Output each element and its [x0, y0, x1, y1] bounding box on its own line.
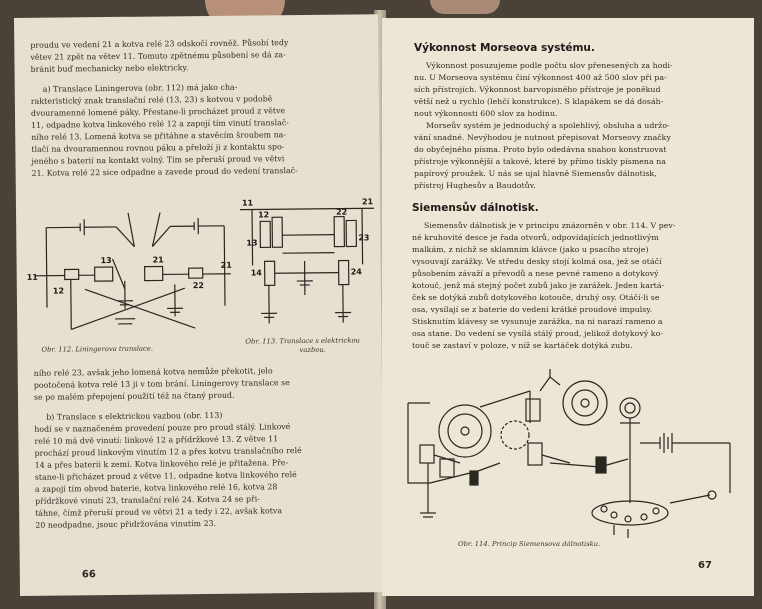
text-line: bránit buď mechanicky nebo elektricky. — [30, 63, 189, 74]
fig112-label-21b: 21 — [220, 260, 232, 270]
figure-113-translace-s-elektrickou-vazbou — [238, 194, 379, 335]
text-line: tlačí na dvouramennou rovnou páku a přeloží ji z kontaktu spo- — [31, 142, 285, 154]
text-line: touč se zastaví v poloze, v níž se kartáček dotýká zubu. — [412, 341, 633, 350]
text-line: 20 neodpadne, jsouc přidržována vinutím 23. — [35, 518, 217, 530]
fig112-label-12: 12 — [52, 286, 65, 296]
text-line: nout výkonnosti 600 slov za hodinu. — [414, 109, 558, 118]
text-line: jeného s baterií na kontakt volný. Tím se přeruší proud ve větvi — [31, 154, 285, 166]
text-line: 21. Kotva relé 22 sice odpadne a zavede proud do vedení translač- — [31, 166, 298, 178]
fig113-label-23: 23 — [358, 233, 370, 243]
text-line: hodí se v naznačeném provedení pouze pro proud stálý. Linkové — [34, 422, 291, 434]
finger-holding-page — [430, 0, 500, 14]
fig113-label-21: 21 — [361, 197, 374, 207]
fig112-label-11: 11 — [26, 272, 38, 282]
text-line: ního relé 23, avšak jeho lomená kotva nemůže překotit, jelo — [33, 366, 273, 378]
text-line: a zapojí tím obvod baterie, kotva linkového relé 16, kotva 28 — [34, 482, 278, 494]
text-line: větev 21 zpět na větev 11. Tomuto zpětnému působení se dá za- — [30, 50, 286, 62]
text-line: 11, odpadne kotva linkového relé 12 a zapojí tím vinutí translač- — [31, 118, 289, 130]
text-line: malkám, z nichž se sklamnim klávce (jako u psacího stroje) — [412, 245, 649, 254]
left-page — [14, 14, 384, 596]
figure-112-liningerova-translace — [24, 188, 236, 340]
right-page — [382, 18, 754, 596]
text-line: Stisknutím klávesy se vysunuje zarážka, na ni narazí rameno a — [412, 317, 663, 326]
text-line: se po malém přepojení použití též na čtaný proud. — [33, 390, 235, 402]
fig112-label-21: 21 — [152, 255, 164, 265]
text-line: kotouč, jenž má stejný počet zubů jako je zarážek. Jeden kartá- — [412, 281, 665, 290]
right-page-number: 67 — [698, 560, 712, 571]
fig113-label-13: 13 — [246, 238, 258, 248]
text-line: a) Translace Liningerova (obr. 112) má jako cha- — [42, 82, 238, 94]
fig113-label-14: 14 — [250, 268, 262, 278]
left-page-number: 66 — [81, 569, 96, 581]
text-line: do obyčejného písma. Proto bylo odedávna snahou konstruovat — [414, 145, 667, 154]
text-line: relé 10 má dvě vinutí: linkové 12 a přídržkové 13. Z větve 11 — [34, 434, 279, 446]
text-line: 14 a přes baterii k zemi. Kotva linkového relé je přitažena. Pře- — [34, 458, 289, 470]
fig113-label-12: 12 — [258, 210, 270, 220]
text-line: vysouvají zarážky. Ve středu desky stojí kolmá osa, jež se otáčí — [412, 257, 662, 266]
figure-114-siemens-teleprinter-diagram — [400, 363, 745, 538]
text-line: osa stane. Do vedení se vysílá stálý proud, jelikož dotykový ko- — [412, 329, 664, 338]
text-line: přístroje výkonnější a takové, které by přímo tiskly písmena na — [414, 157, 666, 166]
text-line: b) Translace s elektrickou vazbou (obr. 113) — [46, 410, 223, 422]
text-line: né kruhovité desce je řada otvorů, odpovídajících jednotlivým — [412, 233, 659, 242]
fig113-label-22: 22 — [336, 207, 348, 217]
text-line: sích přístrojích. Výkonnost barvopisného přístroje je poněkud — [414, 85, 661, 94]
text-line: rakteristický znak translační relé (13, 23) s kotvou v podobě — [30, 94, 273, 106]
text-line: vání snadné. Nevýhodou je nutnost přepisovat Morseovy značky — [414, 133, 671, 142]
text-line: pootočená kotva relé 13 ji v tom brání. Liningerovy translace se — [33, 378, 290, 390]
heading-vykonnost: Výkonnost Morseova systému. — [414, 42, 595, 54]
fig112-label-13: 13 — [100, 255, 112, 266]
text-line: prochází proud linkovým vinutím 12 a přes kotvu translačního relé — [34, 446, 302, 458]
text-line: přístroj Hughesův a Baudotův. — [414, 181, 536, 190]
text-line: dvouramenné lomené páky. Přestane-li procházet proud z větve — [30, 106, 286, 118]
fig113-label-24: 24 — [350, 267, 362, 277]
text-line: ček se dotýká zubů dotykového kotouče, druhý osy. Otáčí-li se — [412, 293, 660, 302]
fig112-label-22: 22 — [192, 281, 204, 291]
figure-113-caption-line2: vazbou. — [299, 345, 327, 355]
left-paragraph-1 — [14, 14, 378, 74]
text-line: Siemensův dálnotisk je v principu znázorněn v obr. 114. V pev- — [424, 221, 676, 230]
text-line: proudu ve vedení 21 a kotva relé 23 odskočí rovněž. Působí tedy — [30, 38, 289, 50]
heading-siemensuv-dalnotisk: Siemensův dálnotisk. — [412, 202, 539, 214]
figure-114-caption: Obr. 114. Princip Siemensova dálnotisku. — [458, 540, 601, 548]
text-line: Výkonnost posuzujeme podle počtu slov přenesených za hodi- — [426, 61, 673, 70]
text-line: táhne, čímž přeruší proud ve větvi 21 a tedy i 22, avšak kotva — [35, 506, 283, 518]
text-line: papírový proužek. U nás se ujal hlavně Siemensův dálnotisk, — [414, 169, 657, 178]
figure-112-caption: Obr. 112. Liningerova translace. — [41, 344, 154, 354]
text-line: stane-li přicházet proud z větve 11, odpadne kotva linkového relé — [34, 470, 297, 482]
text-line: ního relé 13. Lomená kotva se přitáhne a stavěcím šroubem na- — [31, 130, 287, 142]
text-line: působením závaží a převodů a nese pevné rameno a dotykový — [412, 269, 659, 278]
text-line: nu. U Morseova systému činí výkonnost 400 až 500 slov při pa- — [414, 73, 667, 82]
figure-113-caption: Obr. 113. Translace s elektrickou — [245, 336, 360, 346]
text-line: větší než u rychlo (lehčí konstrukce). S klapákem se dá dosáh- — [414, 97, 664, 106]
fig113-label-11: 11 — [241, 198, 254, 208]
text-line: přídržkové vinutí 23, translační relé 24. Kotva 24 se při- — [35, 494, 261, 506]
text-line: osa, vysílají se z baterie do vedení krátké proudové impulsy. — [412, 305, 653, 314]
text-line: Morseův systém je jednoduchý a spolehlivý, obsluha a udržo- — [426, 121, 670, 130]
